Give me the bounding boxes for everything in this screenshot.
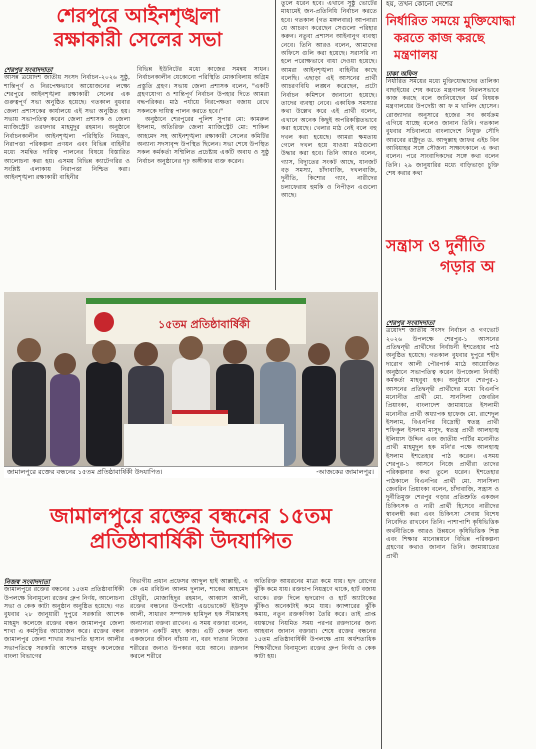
story1-headline-line2: রক্ষাকারী সেলের সভা	[53, 28, 223, 52]
story2-col3-text: অতিরিক্ত আয়রনের মাত্রা কমে যায়। হৃদ রোগের ঝুঁকি কমে যায়। রক্তচাপ নিয়ন্ত্রণে থাকে, হার্ট বজায় থাকে। রক্ত দিলে হৃদরোগ ও হার্ট অ্যাটাকের ঝুঁকিও অনেকটাই কমে যায়। ক্যান্সারের ঝুঁকি কমায়, নতুন রক্তকণিকা তৈরি করে। তাই প্রাপ্ত বয়স্কদের নিয়মিত সময় পরপর রক্তদানের জন্য আহবান জানান বক্তারা। শেষে রক্তের বন্ধনের ১৫তম প্রতিষ্ঠাবার্ষিকী উপলক্ষে প্রায় অর্ধশতাধিক শিক্ষার্থীদের বিনামূল্যে রক্তের গ্রুপ নির্ণয় ও কেক কাটা হয়।	[254, 578, 376, 661]
story2-col1-text: জামালপুরে রক্তের বন্ধনের ১৫তম প্রতিষ্ঠাবার্ষিকী উপলক্ষে বিনামূল্যে রক্তের গ্রুপ নির্ণয়, আলোচনা সভা ও কেক কাটা অনুষ্ঠান অনুষ্ঠিত হয়েছে। গত বুধবার ২৮ জানুয়ারী দুপুরে সরকারি আশেক মাহমুদ কলেজে রক্তের বন্ধন জামালপুর জেলা শাখা এ কর্মসূচির আয়োজন করে। রক্তের বন্ধন জামালপুর জেলা শাখার সভাপতি হাসান আলীর সভাপতিত্বে সরকারি আশেক মাহমুদ কলেজের বাংলা বিভাগের	[4, 586, 124, 661]
photo-caption-bar	[4, 466, 378, 478]
story-right-headline2-line1: সন্ত্রাস ও দুর্নীতি	[386, 236, 485, 255]
story1-col2-text-a: বিভিন্ন ইউনিটের মধ্যে কাজের সমন্বয় সাধন। নির্বাচনকালীন যেকোনো পরিস্থিতি মোকাবিলায় অগ্রিম প্রস্তুতি গ্রহণ। সভায় জেলা প্রশাসক বলেন, "একটি গ্রহণযোগ্য ও শান্তিপূর্ণ নির্বাচন উপহার দিতে আমরা বদ্ধপরিকর। মাঠ পর্যায়ে নিরপেক্ষতা বজায় রেখে সকলকে দায়িত্ব পালন করতে হবে।"	[137, 66, 269, 115]
photo-credit: -আজকের জামালপুর।	[316, 468, 374, 476]
story2-col2-text: বিভাগীয় প্রধান প্রফেসর আব্দুল হাই আল্লাহী, এ কে এম রবিউল আলম দুলাল, শাকের আহমেদ চৌধুরী, মোজাহিদুর রহমান, আব্বাস আলী, রক্তের বন্ধনের উপদেষ্টা এডভোকেট ইউসুফ আলী, সাধারণ সম্পাদক হামিদুল হক সীমান্তসহ অন্যান্যরা বক্তব্য রাখেন। এ সময় বক্তারা বলেন, রক্তদান একটি মহৎ কাজ। এটি কেবল অন্য একজনের জীবন বাঁচায় না, বরং দাতার নিজের শরীরের জন্যও উপকার বয়ে আনে। রক্তদান করলে শরীরে	[130, 578, 248, 661]
story-right-topline	[386, 0, 499, 9]
story-right-headline2-line2: গড়ার অ	[440, 256, 495, 276]
column-divider	[381, 0, 382, 749]
photo-caption: জামালপুরে রক্তের বন্ধনের ১৫তম প্রতিষ্ঠাবার্ষিকী উদযাপিত।	[7, 468, 163, 476]
story-right-column-2	[386, 319, 499, 749]
story2-column-2	[130, 578, 248, 746]
story-right-column-1	[386, 70, 499, 232]
story2-headline-line2: প্রতিষ্ঠাবার্ষিকী উদযাপিত	[89, 528, 293, 553]
story1-byline: শেরপুর সংবাদদাতা	[4, 66, 53, 74]
column-divider	[275, 0, 276, 290]
story-right-headline-2	[386, 236, 536, 278]
event-photo-image	[4, 292, 378, 466]
story1-column-2	[137, 66, 269, 288]
story-right-headline-line2: করতে কাজ করছে মন্ত্রণালয়	[394, 29, 485, 62]
story2-headline	[4, 505, 378, 552]
story1-headline-line1: শেরপুরে আইনশৃঙ্খলা	[56, 4, 220, 27]
story-right-byline: ঢাকা অফিস	[386, 70, 417, 78]
story1-column-1	[4, 66, 130, 288]
story-top-mid-column	[281, 0, 377, 288]
photo-banner-text: ১৫তম প্রতিষ্ঠাবার্ষিকী	[158, 318, 250, 331]
story-right-col2-text: ত্রয়োদশ জাতীয় সংসদ নির্বাচন ও গণভোট ২০২৬ উপলক্ষে শেরপুর-১ আসনের প্রতিদ্বন্দ্বী প্রার্থীদের নির্বাচনী ইশতেহার পাঠ অনুষ্ঠিত হয়েছে। গতকাল বুধবার দুপুরে শহীদ দারোগ আলী পৌরপার্ক মাঠে আয়োজিত অনুষ্ঠানে সভাপতিত্ব করেন উপজেলা নির্বাহী কর্মকর্তা মাহবুবা হক। অনুষ্ঠানে শেরপুর-১ আসনের প্রতিদ্বন্দ্বী প্রার্থীদের মধ্যে বিএনপি মনোনীত প্রার্থী মো. সানসিলা জেবরিন প্রিয়াংকা, বাংলাদেশ জামায়াতে ইসলামী মনোনীত প্রার্থী অধ্যাপক হাফেজ মো. রাশেদুল ইসলাম, বিএনপির বিদ্রোহী স্বতন্ত্র প্রার্থী শফিকুল ইসলাম মাসুদ, স্বতন্ত্র প্রার্থী আলহাজ্ব ইলিয়াস উদ্দিন এবং জাতীয় পার্টির মনোনীত প্রার্থী মাহমুদুল হক মনি'র পক্ষে আলহাজ্ব ইসলাম ইশতেহার পাঠ করেন। এসময় শেরপুর-১ আসনে নিজে প্রার্থীরা তাদের পরিকল্পনার কথা তুলে ধরেন। ইশতেহার পাঠকালে বিএনপির প্রার্থী মো. সানসিলা জেবরিন প্রিয়াংকা বলেন, চাঁদাবাজি, সন্ত্রাস ও দুর্নীতিমুক্ত শেরপুর গড়ার প্রতিশ্রুতি একজন চিকিৎসক ও নারী প্রার্থী হিসেবে নারীদের স্বাবলম্বী করা এবং চিকিৎসা সেবায় বিশেষ নিবেদিত রাখবেন তিনি। পাশাপাশি কৃষিভিত্তিক অর্থনীতিকে আরও উন্নয়নে কৃষিভিত্তিক শিল্প এবং শিক্ষার মানোন্নয়নে বিভিন্ন পরিকল্পনা গ্রহণের কথাও জানান তিনি। জামায়াতের প্রার্থী	[386, 327, 499, 560]
story2-column-3	[254, 578, 376, 746]
story-right-col-text: নির্ধারিত সময়ের মধ্যে মুক্তিযোদ্ধাদের তালিকা বাছাইয়ের শেষ করতে মন্ত্রণালয় নিরলসভাবে কাজ করছে বলে জানিয়েছেন ধর্ম বিষয়ক মন্ত্রণালয়ের উপদেষ্টা আ ফ ম খালিদ হোসেন। রোজ্যাদার অনুসারে হজের সব কার্যক্রম এগিয়ে যাচ্ছে বলেও জানান তিনি। গতকাল বুধবার সচিবালয়ে বাংলাদেশে নিযুক্ত সৌদি আরবের রাষ্ট্রদূত ড. আব্দুল্লাহ জাফর এইচ বিন আবিয়াহর সঙ্গে সৌজন্য সাক্ষাৎকালে এ কথা বলেন। পরে সাংবাদিকদের সঙ্গে কথা বলেন তিনি। ২৯ জানুয়ারির মধ্যে বাড়িভাড়া চুক্তি শেষ করার কথা	[386, 78, 499, 178]
story-right-topline-text: হয়, তখন কোনো দেশের	[386, 0, 453, 8]
story1-headline	[4, 5, 272, 50]
story-top-mid-text: তুলে ধরেন হবে। এখানে সুষ্ঠু ভোটের মাধ্যমেই জন-প্রতিনিধি নির্বাচন করতে হবে। গতকাল (গত মঙ্গলবার) আপনারা যে আচরণ করেছেন সেগুলো পরিহার করুন। নতুবা প্রশাসন আইনানুগ ব্যবস্থা নেবে। তিনি আরও বলেন, আমাদের অফিসে গুলি করা হয়েছে। সরাসরি না হলে পরোক্ষভাবে বাধা দেওয়া হয়েছে। আমরা আইনশৃঙ্খলা বাহিনীর কাছে বলেছি। এছাড়া এই আসনের প্রার্থী আচরণবিধি লঙ্ঘন করেছেন, প্রটো নির্বাচন কমিশনে জানানো হয়েছে। তাদের ব্যবস্থা নেবে। একাধিক সমস্যার কথা উল্লেখ করে এই প্রার্থী বলেন, এখানে অনেক কিছুই অপরিকল্পিতভাবে করা হয়েছে। খেলার মাঠ নেই বলে বহু দখল করা হয়েছে। আমরা ক্ষমতায় গেলে দখল হয়ে যাওয়া মাঠগুলো উদ্ধার করা হবে। তিনি আরও বলেন, গ্যাস, বিদ্যুতের সংকট আছে, যানজট বড় সমস্যা, চাঁদাবাজি, দখলবাজি, দুর্নীতি, কিশোর গ্যাং, নারীদের চলাফেরায় হুমকি ও নিপীড়ন এগুলো আছে।	[281, 0, 377, 199]
story1-col1-text: আসন্ন ত্রয়োদশ জাতীয় সংসদ নির্বাচন-২০২৬ সুষ্ঠু, শান্তিপূর্ণ ও নিরপেক্ষভাবে আয়োজনের লক্ষ্যে শেরপুরে আইনশৃঙ্খলা রক্ষাকারী সেলের এক গুরুত্বপূর্ণ সভা অনুষ্ঠিত হয়েছে। গতকাল বুধবার জেলা প্রশাসকের কার্যালয়ে এই সভা অনুষ্ঠিত হয়। সভায় সভাপতিত্ব করেন জেলা প্রশাসক ও জেলা ম্যাজিস্ট্রেট তরফদার মাহমুদুর রহমান। অনুষ্ঠানে নির্বাচনকালীন আইনশৃঙ্খলা পরিস্থিতি নিয়ন্ত্রণ, নিরাপত্তা পরিকল্পনা প্রণয়ন এবং বিভিন্ন বাহিনীর মধ্যে সমন্বিত দায়িত্ব পালনের বিষয়ে বিস্তারিত আলোচনা করা হয়। এসময় বিভিন্ন ক্যাটেগরির ও সংশ্লিষ্ট এলাকায় নিরাপত্তা নিশ্চিত করা। আইনশৃঙ্খলা রক্ষাকারী বাহিনীর	[4, 74, 130, 182]
story2-headline-line1: জামালপুরে রক্তের বন্ধনের ১৫তম	[50, 504, 332, 528]
story2-byline: নিজস্ব সংবাদদাতা	[4, 578, 50, 586]
story1-col2-text-b: অনুষ্ঠানে শেরপুরের পুলিশ সুপার মো: কামরুল ইসলাম, অতিরিক্ত জেলা ম্যাজিস্ট্রেট মো: শাকিল আহমেদ সহ আইনশৃঙ্খলা রক্ষাকারী সেলের কমিটির অন্যান্য সদস্যবৃন্দ উপস্থিত ছিলেন। সভা শেষে উপস্থিত সকল কর্মকর্তা সম্মিলিত প্রচেষ্টায় একটি অবাধ ও সুষ্ঠু নির্বাচন অনুষ্ঠানের দৃঢ় অঙ্গীকার ব্যক্ত করেন।	[137, 116, 269, 165]
story-right-byline-2: শেরপুর সংবাদদাতা	[386, 319, 435, 327]
story-right-headline	[386, 13, 526, 64]
story2-column-1	[4, 578, 124, 746]
story-right-headline-line1: নির্ধারিত সময়ে মুক্তিযোদ্ধা	[386, 13, 516, 28]
event-photo	[4, 292, 378, 466]
